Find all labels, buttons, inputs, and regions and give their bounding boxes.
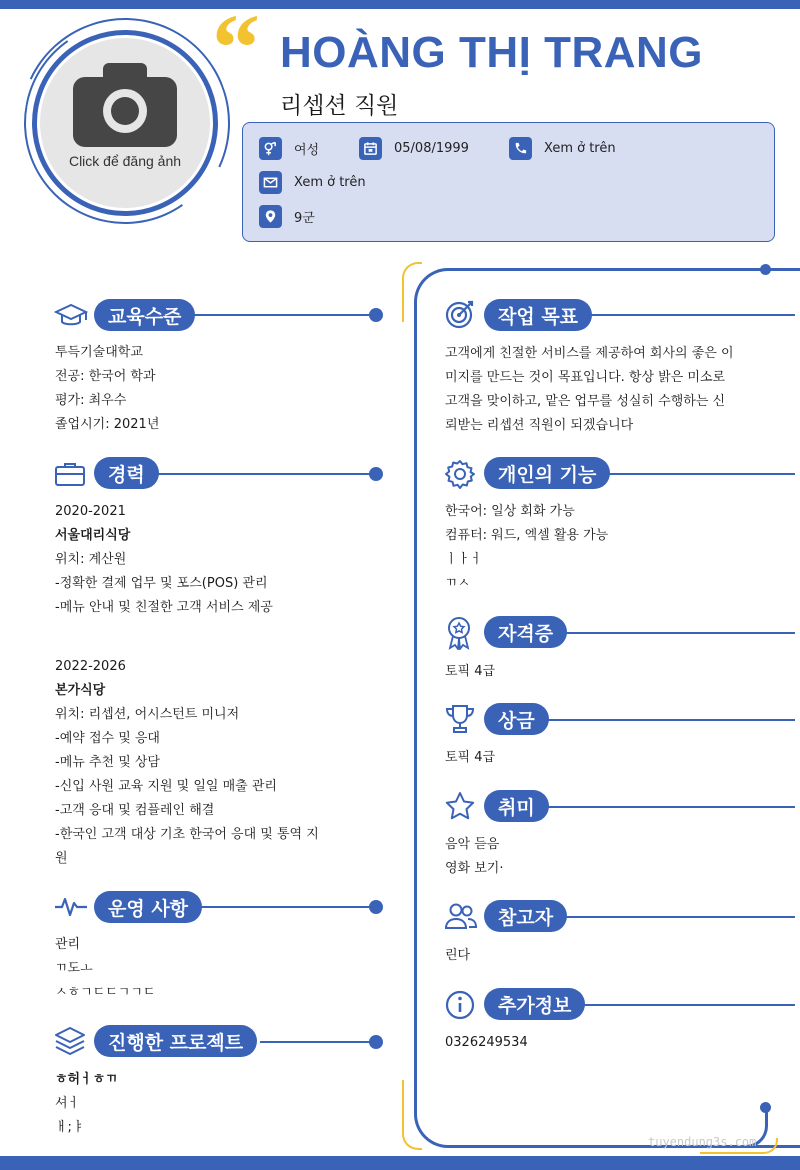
briefcase-icon — [54, 461, 86, 487]
experience-job-1: 2020-2021 서울대리식당 위치: 계산원 -정확한 결제 업무 및 포스(POS) 관리 -메뉴 안내 및 친절한 고객 서비스 제공 — [55, 504, 273, 615]
quote-icon: “ — [212, 0, 260, 101]
bottom-accent-bar — [0, 1156, 800, 1170]
calendar-icon — [359, 137, 382, 160]
section-title-skills: 개인의 기능 — [484, 457, 610, 489]
activity-pulse-icon — [54, 895, 88, 919]
section-title-references: 참고자 — [484, 900, 567, 932]
graduation-cap-icon — [54, 303, 88, 329]
job-title: 리셉션 직원 — [280, 93, 399, 119]
award-badge-icon — [444, 616, 474, 650]
section-title-additional: 추가정보 — [484, 988, 585, 1020]
gender-icon — [259, 137, 282, 160]
section-title-education: 교육수준 — [94, 299, 195, 331]
section-title-projects: 진행한 프로젝트 — [94, 1025, 257, 1057]
photo-upload-caption[interactable]: Click để đăng ảnh — [68, 153, 182, 169]
hobbies-details: 음악 듣음 영화 보기· — [445, 837, 504, 876]
watermark: tuyendung3s.com — [648, 1135, 757, 1149]
section-title-awards: 상금 — [484, 703, 549, 735]
gender-item — [259, 137, 319, 160]
section-title-operations: 운영 사항 — [94, 891, 202, 923]
layers-icon — [54, 1025, 86, 1057]
gear-icon — [444, 458, 476, 490]
email-item — [259, 171, 366, 194]
certificates-details: 토픽 4급 — [445, 664, 496, 679]
gender-value: 여성 — [294, 143, 320, 158]
avatar[interactable] — [20, 18, 230, 228]
top-accent-bar — [0, 0, 800, 9]
info-icon — [444, 989, 476, 1021]
map-pin-icon — [259, 205, 282, 228]
operations-details: 관리 ㄲ도ㅗ ㅅㅎㄱㄷㄷㄱㄱㄷ — [55, 937, 156, 1000]
trophy-icon — [444, 703, 476, 735]
experience-job-2: 2022-2026 본가식당 위치: 리셉션, 어시스턴트 미니저 -예약 접수 및 응대 -메뉴 추천 및 상담 -신입 사원 교육 지원 및 일일 매출 관리 -고객 응대 및 컴플레인 해결 -한국인 고객 대상 기초 한국어 응대 및 통역 지 원 — [55, 659, 319, 866]
address-item — [259, 205, 315, 228]
education-details: 투득기술대학교 전공: 한국어 학과 평가: 최우수 졸업시기: 2021년 — [55, 345, 160, 432]
camera-icon — [73, 63, 177, 147]
star-icon — [444, 790, 476, 822]
candidate-name: HOÀNG THỊ TRANG — [280, 28, 704, 77]
users-icon — [444, 902, 478, 930]
address-value: 9군 — [294, 211, 315, 226]
awards-details: 토픽 4급 — [445, 750, 496, 765]
section-title-certificates: 자격증 — [484, 616, 567, 648]
section-title-objective: 작업 목표 — [484, 299, 592, 331]
birthdate-item — [359, 137, 469, 160]
phone-icon — [509, 137, 532, 160]
envelope-icon — [259, 171, 282, 194]
references-details: 린다 — [445, 948, 471, 963]
email-value: Xem ở trên — [294, 175, 366, 190]
section-title-hobbies: 취미 — [484, 790, 549, 822]
contact-info-box — [242, 122, 775, 242]
objective-text: 고객에게 친절한 서비스를 제공하여 회사의 좋은 이 미지를 만드는 것이 목표입니다. 항상 밝은 미소로 고객을 맞이하고, 맡은 업무를 성실히 수행하는 신 뢰받는 리셉션 직원이 되겠습니다 — [445, 346, 734, 433]
birthdate-value: 05/08/1999 — [394, 141, 469, 156]
target-icon — [444, 298, 476, 330]
additional-details: 0326249534 — [445, 1035, 528, 1050]
skills-details: 한국어: 일상 회화 가능 컴퓨터: 워드, 엑셀 활용 가능 ㅣㅏㅓ ㄲㅅ — [445, 504, 609, 591]
phone-item — [509, 137, 616, 160]
projects-details: ㅎ허ㅓㅎㄲ 셔ㅓ ㅐ;ㅑ — [55, 1072, 118, 1135]
phone-value: Xem ở trên — [544, 141, 616, 156]
section-title-experience: 경력 — [94, 457, 159, 489]
